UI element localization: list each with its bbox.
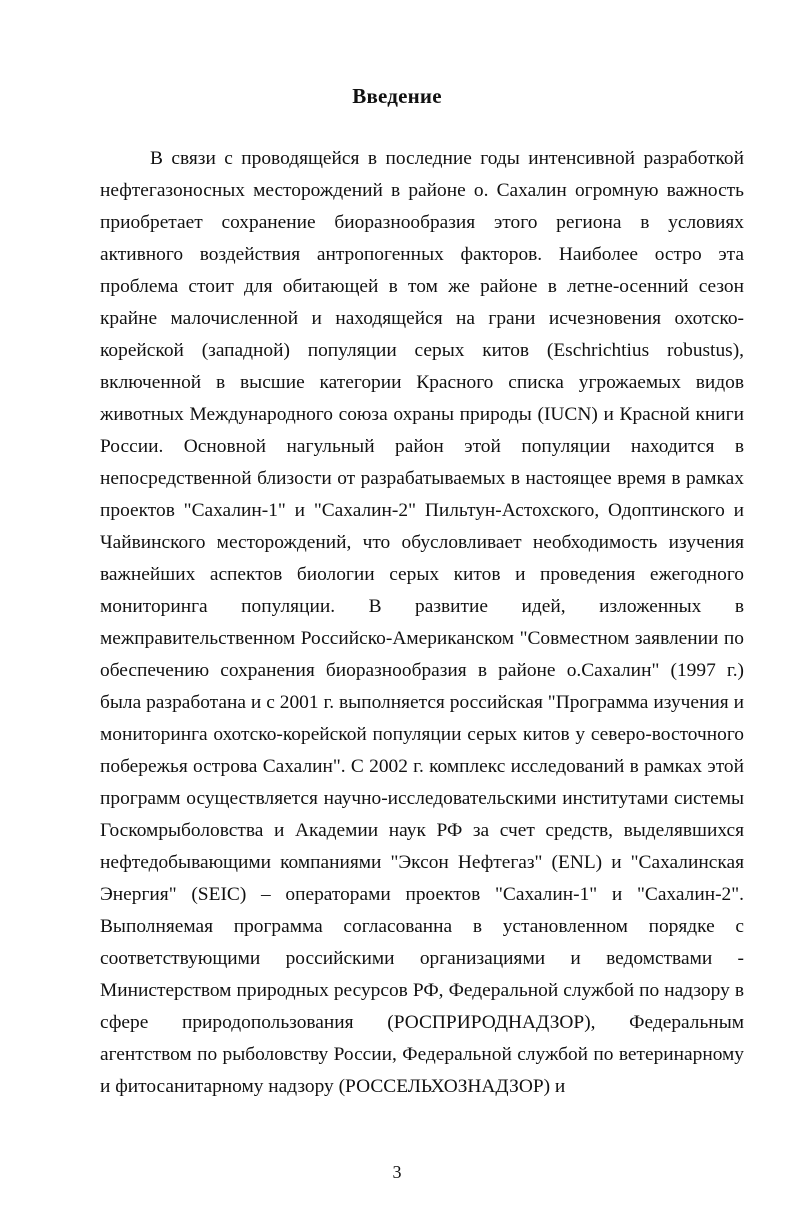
- page-title: Введение: [352, 84, 442, 108]
- page-number: 3: [392, 1162, 402, 1182]
- body-paragraph: В связи с проводящейся в последние годы интенсивной разработкой нефтегазоносных месторождений в районе о. Сахалин огромную важность приобретает сохранение биоразнообразия этого региона в условиях активного воздействия антропогенных факторов. Наиболее остро эта проблема стоит для обитающей в том же районе в летне-осенний сезон крайне малочисленной и находящейся на грани исчезновения охотско-корейской (западной) популяции серых китов (Eschrichtius robustus), включенной в высшие категории Красного списка угрожаемых видов животных Международного союза охраны природы (IUCN) и Красной книги России. Основной нагульный район этой популяции находится в непосредственной близости от разрабатываемых в настоящее время в рамках проектов "Сахалин-1" и "Сахалин-2" Пильтун-Астохского, Одоптинского и Чайвинского месторождений, что обусловливает необходимость изучения важнейших аспектов биологии серых китов и проведения ежегодного мониторинга популяции. В развитие идей, изложенных в межправительственном Российско-Американском "Совместном заявлении по обеспечению сохранения биоразнообразия в районе о.Сахалин" (1997 г.) была разработана и с 2001 г. выполняется российская "Программа изучения и мониторинга охотско-корейской популяции серых китов у северо-восточного побережья острова Сахалин". С 2002 г. комплекс исследований в рамках этой программ осуществляется научно-исследовательскими институтами системы Госкомрыболовства и Академии наук РФ за счет средств, выделявшихся нефтедобывающими компаниями "Эксон Нефтегаз" (ENL) и "Сахалинская Энергия" (SEIC) – операторами проектов "Сахалин-1" и "Сахалин-2". Выполняемая программа согласованна в установленном порядке с соответствующими российскими организациями и ведомствами - Министерством природных ресурсов РФ, Федеральной службой по надзору в сфере природопользования (РОСПРИРОДНАДЗОР), Федеральным агентством по рыболовству России, Федеральной службой по ветеринарному и фитосанитарному надзору (РОССЕЛЬХОЗНАДЗОР) и: [100, 148, 744, 1097]
